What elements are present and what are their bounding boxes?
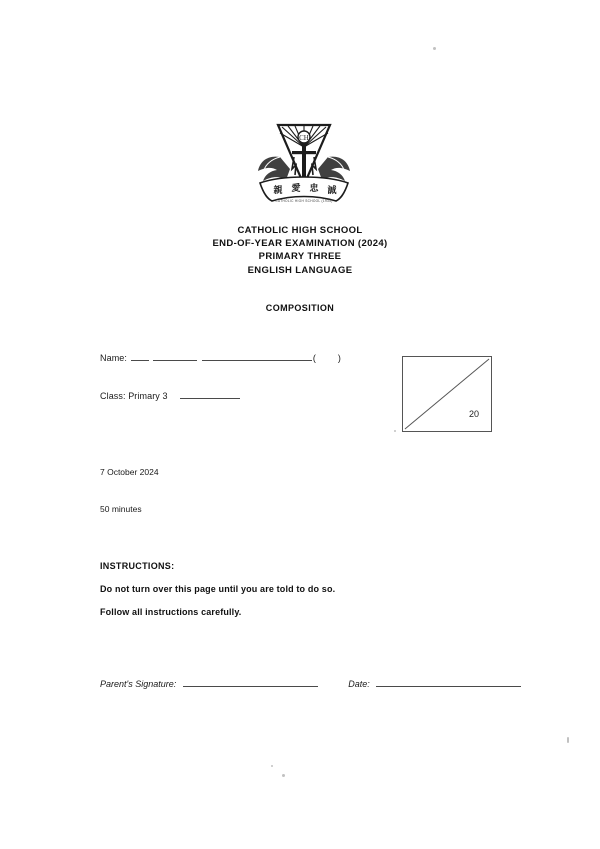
exam-header — [0, 224, 600, 277]
subject-name: ENGLISH LANGUAGE — [247, 264, 353, 276]
svg-text:親: 親 — [273, 186, 283, 196]
school-crest-icon — [252, 113, 356, 213]
class-field-row — [100, 388, 241, 401]
svg-text:誠: 誠 — [327, 186, 337, 196]
scan-speck — [282, 774, 285, 777]
name-label: Name: — [100, 353, 128, 363]
instruction-line: Follow all instructions carefully. — [100, 607, 242, 617]
exam-duration: 50 minutes — [100, 504, 142, 514]
marks-box[interactable] — [402, 356, 492, 432]
parent-signature-input[interactable] — [183, 677, 318, 687]
svg-text:CH: CH — [299, 134, 309, 142]
signature-date-label: Date: — [348, 679, 370, 689]
signature-date-input[interactable] — [376, 677, 521, 687]
marks-total-value: 20 — [468, 409, 479, 419]
name-field-row — [100, 350, 341, 363]
scan-speck — [567, 737, 569, 743]
instruction-line: Do not turn over this page until you are told to do so. — [100, 584, 336, 594]
instructions-heading: INSTRUCTIONS: — [100, 561, 175, 571]
scan-speck — [271, 765, 273, 767]
class-label: Class: Primary 3 — [100, 391, 168, 401]
level-name: PRIMARY THREE — [258, 251, 342, 263]
svg-text:愛: 愛 — [291, 184, 301, 194]
name-input-segment-3[interactable] — [202, 350, 312, 361]
paper-name: COMPOSITION — [265, 303, 335, 313]
svg-text:忠: 忠 — [309, 184, 319, 194]
parent-signature-label: Parent's Signature: — [100, 679, 177, 689]
school-name: CATHOLIC HIGH SCHOOL — [237, 225, 363, 236]
signature-row — [100, 677, 520, 689]
index-close-paren: ) — [337, 353, 341, 363]
class-input[interactable] — [180, 388, 240, 399]
scan-speck — [394, 430, 396, 432]
svg-text:CATHOLIC HIGH SCHOOL (1935): CATHOLIC HIGH SCHOOL (1935) — [275, 199, 333, 203]
exam-title: END-OF-YEAR EXAMINATION (2024) — [212, 238, 388, 250]
instructions-block — [100, 561, 500, 630]
scan-speck — [433, 47, 436, 50]
name-input-segment-2[interactable] — [153, 350, 197, 361]
index-open-paren: ( — [312, 353, 316, 363]
exam-date: 7 October 2024 — [100, 467, 159, 477]
name-input-segment-1[interactable] — [131, 350, 149, 361]
